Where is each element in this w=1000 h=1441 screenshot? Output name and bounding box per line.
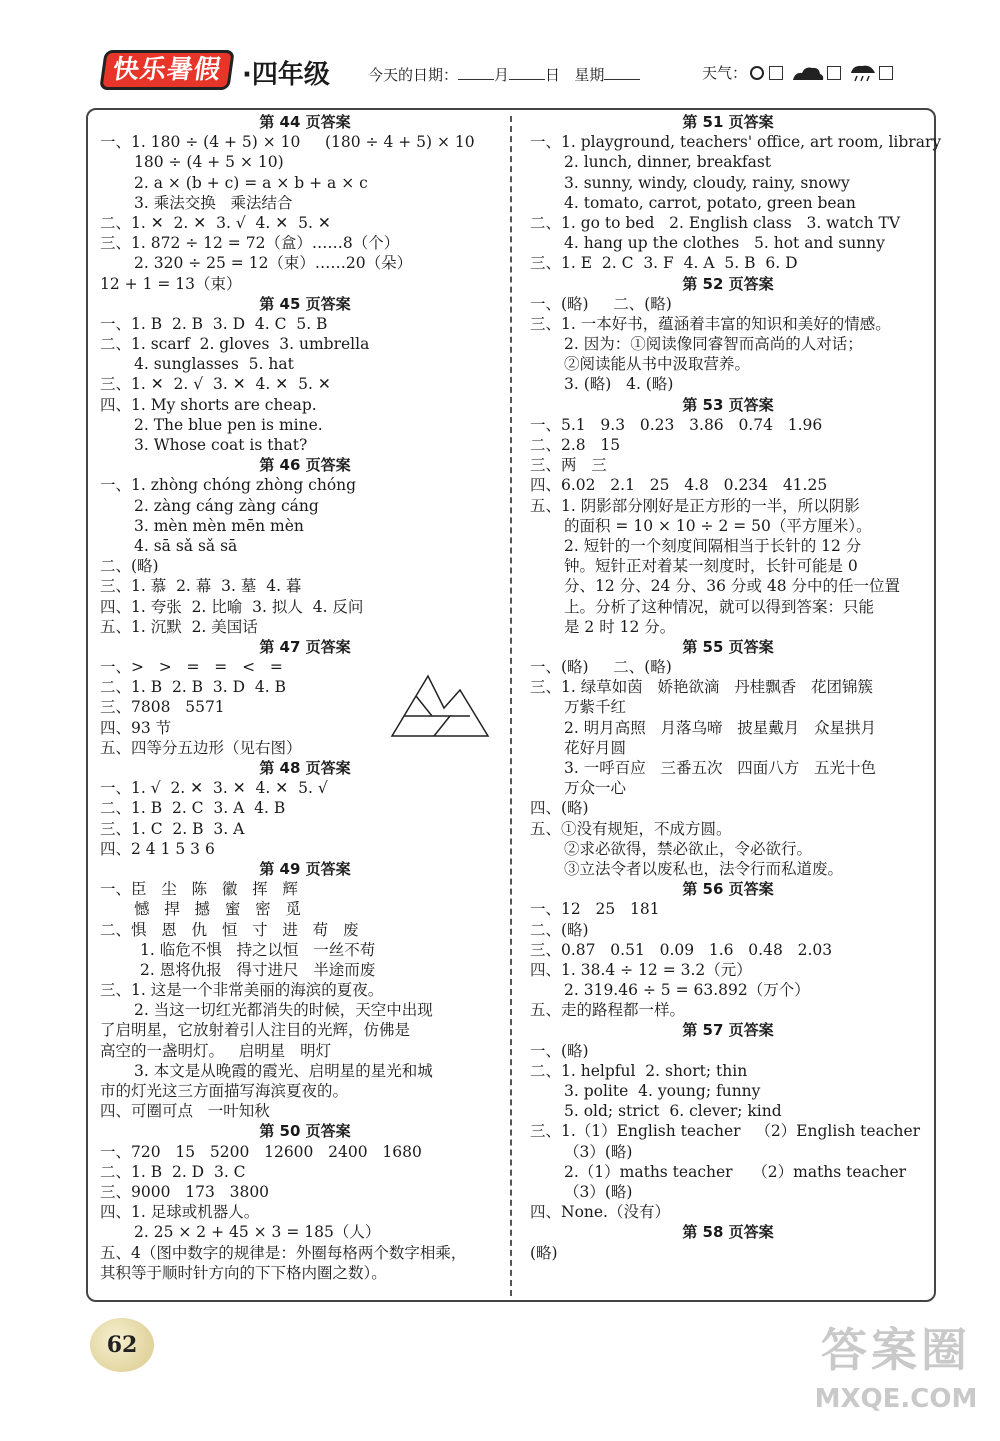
answer-line: 2. lunch, dinner, breakfast — [564, 153, 772, 172]
answer-line: 一、> > = = < = — [100, 658, 283, 677]
answer-line: 2. 明月高照 月落乌啼 披星戴月 众星拱月 — [564, 718, 877, 737]
answer-line: 三、1. 慕 2. 幕 3. 墓 4. 暮 — [100, 577, 302, 596]
answer-line: 2. 当这一切红光都消失的时候，天空中出现 — [134, 1001, 433, 1020]
section-heading: 第 49 页答案 — [259, 859, 351, 878]
answer-line: 二、1. B 2. D 3. C — [100, 1162, 246, 1181]
answer-line: 四、可圈可点 一叶知秋 — [100, 1102, 270, 1121]
answer-line: 2.（1）maths teacher （2）maths teacher — [564, 1162, 907, 1181]
answer-line: 三、1. ✕ 2. √ 3. ✕ 4. ✕ 5. ✕ — [100, 375, 331, 394]
answer-line: 四、93 节 — [100, 718, 172, 737]
answer-line: 五、4（图中数字的规律是：外圈每格两个数字相乘， — [100, 1243, 467, 1262]
section-heading: 第 46 页答案 — [259, 456, 351, 475]
answer-line: 钟。短针正对着某一刻度时，长针可能是 0 — [564, 557, 858, 576]
answer-line: 上。分析了这种情况，就可以得到答案：只能 — [564, 597, 875, 616]
watermark-url: MXQE.COM — [814, 1384, 978, 1414]
answer-line: 四、2 4 1 5 3 6 — [100, 839, 215, 858]
answer-line: 2. zàng cáng zàng cáng — [134, 496, 319, 515]
answer-line: 2. 因为：①阅读像同睿智而高尚的人对话； — [564, 335, 863, 354]
answer-line: 3. (略) 4. (略) — [564, 375, 674, 394]
answer-line: 3. Whose coat is that? — [134, 436, 308, 454]
answer-line: 市的灯光这三方面描写海滨夏夜的。 — [100, 1082, 349, 1100]
answer-line: 4. sā sǎ sǎ sā — [134, 536, 238, 555]
answer-line: 五、四等分五边形（见右图） — [100, 738, 302, 757]
site-watermark — [796, 1318, 996, 1428]
answer-line: 四、1. My shorts are cheap. — [100, 395, 317, 414]
answer-line: 2. 25 × 2 + 45 × 3 = 185（人） — [134, 1223, 381, 1242]
answer-line: 二、1. helpful 2. short; thin — [530, 1061, 748, 1080]
answer-line: 2. 恩将仇报 得寸进尺 半途而废 — [140, 960, 376, 979]
section-heading: 第 44 页答案 — [259, 113, 351, 131]
watermark-logo-text: 答案圈 — [821, 1323, 971, 1377]
answer-line: 三、1. 绿草如茵 娇艳欲滴 丹桂飘香 花团锦簇 — [530, 678, 874, 697]
answer-line: 4. sunglasses 5. hat — [134, 355, 294, 374]
answer-line: ③立法令者以废私也，法令行而私道废。 — [564, 859, 844, 878]
answer-line: 三、两 三 — [530, 456, 607, 475]
answer-line: 二、惧 恩 仇 恒 寸 进 苟 废 — [100, 920, 359, 939]
section-heading: 第 57 页答案 — [682, 1021, 774, 1040]
answer-line: 五、1. 阴影部分刚好是正方形的一半，所以阴影 — [530, 496, 860, 515]
answer-line: 一、1. zhòng chóng zhòng chóng — [100, 476, 357, 495]
answer-line: 二、2.8 15 — [530, 436, 621, 454]
weather-line — [702, 62, 901, 83]
answer-line: 五、走的路程都一样。 — [530, 1001, 686, 1020]
answer-line: 一、1. playground, teachers' office, art room, library — [530, 133, 942, 152]
answer-line: 三、7808 5571 — [100, 698, 225, 717]
sunny-checkbox[interactable] — [769, 66, 783, 80]
answer-line: 其积等于顺时针方向的下下格内圈之数）。 — [100, 1263, 387, 1282]
answer-line: 三、1. 这是一个非常美丽的海滨的夏夜。 — [100, 981, 384, 1000]
answer-line: 3. 一呼百应 三番五次 四面八方 五光十色 — [564, 759, 877, 777]
answer-line: 万众一心 — [564, 779, 627, 798]
section-heading: 第 55 页答案 — [682, 637, 774, 656]
answer-line: 12 + 1 = 13（束） — [100, 274, 242, 293]
answer-line: 二、1. B 2. B 3. D 4. B — [100, 678, 287, 697]
answer-line: 2. a × (b + c) = a × b + a × c — [134, 173, 368, 192]
answer-line: (略) — [530, 1243, 558, 1262]
weekday-blank — [604, 66, 640, 80]
answer-line: 三、1. 一本好书，蕴涵着丰富的知识和美好的情感。 — [530, 314, 891, 333]
answer-line: 一、1. 180 ÷ (4 + 5) × 10 (180 ÷ 4 + 5) × 10 — [100, 133, 475, 152]
answer-line: 二、1. scarf 2. gloves 3. umbrella — [100, 335, 370, 354]
answer-line: 五、1. 沉默 2. 美国话 — [100, 617, 258, 636]
answer-line: 一、臣 尘 陈 徽 挥 辉 — [100, 880, 298, 899]
section-heading: 第 56 页答案 — [682, 880, 774, 899]
month-blank — [458, 66, 494, 80]
answer-line: 5. old; strict 6. clever; kind — [564, 1102, 782, 1121]
rain-icon — [849, 63, 877, 83]
answer-line: 憾 捍 撼 蜜 密 觅 — [134, 900, 301, 919]
section-heading: 第 48 页答案 — [259, 759, 351, 777]
answer-line: ②阅读能从书中汲取营养。 — [564, 355, 751, 374]
answer-line: 四、6.02 2.1 25 4.8 0.234 41.25 — [530, 476, 828, 495]
answer-line: 一、720 15 5200 12600 2400 1680 — [100, 1142, 422, 1161]
answer-line: 一、(略) 二、(略) — [530, 658, 672, 677]
answer-line: 三、1.（1）English teacher （2）English teacher — [530, 1122, 921, 1141]
answer-line: 1. 临危不惧 持之以恒 一丝不苟 — [140, 940, 376, 959]
answer-line: 是 2 时 12 分。 — [564, 617, 676, 636]
answer-line: 分、12 分、24 分、36 分或 48 分中的任一位置 — [564, 577, 901, 596]
answer-line: 180 ÷ (4 + 5 × 10) — [134, 153, 284, 172]
column-divider — [510, 116, 512, 1296]
day-label: 日 — [545, 66, 561, 84]
answer-line: 一、1. B 2. B 3. D 4. C 5. B — [100, 314, 328, 333]
answer-line: 三、1. C 2. B 3. A — [100, 819, 245, 838]
answer-line: 3. mèn mèn mēn mèn — [134, 516, 304, 535]
section-heading: 第 52 页答案 — [682, 274, 774, 293]
answer-line: 二、1. go to bed 2. English class 3. watch TV — [530, 213, 901, 232]
answer-line: ②求必欲得，禁必欲止，令必欲行。 — [564, 839, 813, 858]
book-logo: 快乐暑假 — [99, 50, 235, 90]
cloudy-checkbox[interactable] — [827, 66, 841, 80]
answer-line: 五、①没有规矩，不成方圆。 — [530, 819, 732, 838]
answer-line: 花好月圆 — [564, 738, 627, 757]
answer-line: 3. 本文是从晚霞的霞光、启明星的星光和城 — [134, 1061, 433, 1080]
answer-line: 二、1. ✕ 2. ✕ 3. √ 4. ✕ 5. ✕ — [100, 213, 331, 232]
month-label: 月 — [494, 66, 510, 84]
answer-line: 2. 320 ÷ 25 = 12（束）……20（朵） — [134, 254, 413, 273]
answer-line: 一、(略) — [530, 1041, 589, 1060]
section-heading: 第 50 页答案 — [259, 1122, 351, 1141]
pentagon-division-figure — [390, 672, 490, 740]
answer-line: 三、1. 872 ÷ 12 = 72（盒）……8（个） — [100, 234, 400, 253]
answer-line: 2. The blue pen is mine. — [134, 415, 323, 434]
page-number: 62 — [90, 1318, 154, 1372]
answer-line: 四、1. 38.4 ÷ 12 = 3.2（元） — [530, 960, 752, 979]
grade-label: ·四年级 — [242, 60, 330, 90]
answer-line: 3. 乘法交换 乘法结合 — [134, 193, 293, 212]
answer-line: 3. sunny, windy, cloudy, rainy, snowy — [564, 173, 850, 192]
answer-line: 四、1. 足球或机器人。 — [100, 1203, 260, 1222]
right-answer-column — [530, 112, 942, 1263]
answer-line: 四、1. 夸张 2. 比喻 3. 拟人 4. 反问 — [100, 597, 364, 616]
answer-line: 二、(略) — [530, 920, 589, 939]
answer-line: 一、5.1 9.3 0.23 3.86 0.74 1.96 — [530, 415, 823, 434]
date-label: 今天的日期： — [368, 66, 459, 84]
answer-line: 2. 短针的一个刻度间隔相当于长针的 12 分 — [564, 536, 862, 555]
answer-line: 高空的一盏明灯。 启明星 明灯 — [100, 1041, 332, 1060]
day-blank — [509, 66, 545, 80]
answer-line: 四、None.（没有） — [530, 1203, 670, 1222]
sun-icon — [747, 64, 767, 82]
answer-line: 三、0.87 0.51 0.09 1.6 0.48 2.03 — [530, 940, 833, 959]
answer-line: 2. 319.46 ÷ 5 = 63.892（万个） — [564, 981, 810, 1000]
answer-line: （3）(略) — [564, 1142, 633, 1161]
answer-line: 三、1. E 2. C 3. F 4. A 5. B 6. D — [530, 254, 798, 273]
answer-line: 二、1. B 2. C 3. A 4. B — [100, 799, 286, 818]
date-line — [368, 64, 640, 85]
answer-line: 了启明星，它放射着引人注目的光辉，仿佛是 — [100, 1021, 411, 1040]
section-heading: 第 45 页答案 — [259, 294, 351, 313]
answer-line: 一、(略) 二、(略) — [530, 294, 672, 313]
answer-line: 一、1. √ 2. ✕ 3. ✕ 4. ✕ 5. √ — [100, 779, 328, 798]
section-heading: 第 47 页答案 — [259, 637, 351, 656]
weekday-label: 星期 — [574, 66, 605, 84]
page-header — [96, 48, 926, 96]
answer-line: 三、9000 173 3800 — [100, 1182, 270, 1201]
weather-label: 天气： — [702, 64, 748, 82]
answer-line: 二、(略) — [100, 557, 159, 576]
answer-line: 4. tomato, carrot, potato, green bean — [564, 193, 856, 212]
answer-line: 的面积 = 10 × 10 ÷ 2 = 50（平方厘米）。 — [564, 516, 872, 535]
answer-line: 3. polite 4. young; funny — [564, 1082, 761, 1100]
section-heading: 第 53 页答案 — [682, 395, 774, 414]
section-heading: 第 58 页答案 — [682, 1223, 774, 1242]
rainy-checkbox[interactable] — [879, 66, 893, 80]
answer-line: 四、(略) — [530, 799, 589, 818]
answer-line: （3）(略) — [564, 1182, 633, 1201]
cloud-icon — [791, 64, 825, 82]
answer-line: 4. hang up the clothes 5. hot and sunny — [564, 234, 885, 253]
section-heading: 第 51 页答案 — [682, 113, 774, 131]
answer-line: 万紫千红 — [564, 698, 627, 717]
answer-line: 一、12 25 181 — [530, 900, 660, 919]
